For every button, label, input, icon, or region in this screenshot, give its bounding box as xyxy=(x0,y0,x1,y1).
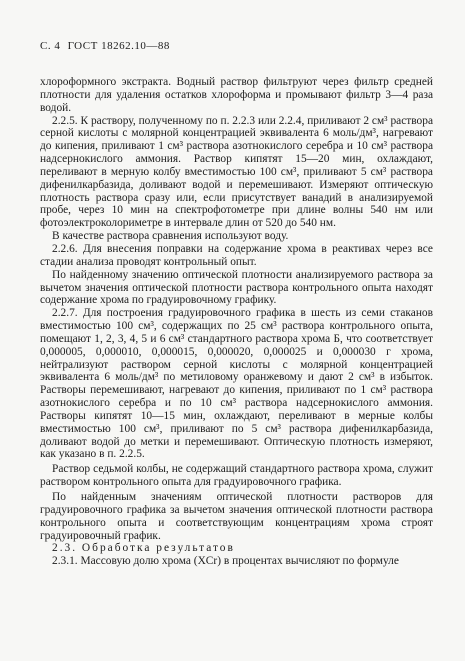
paragraph-seventh-flask: Раствор седьмой колбы, не содержащий стандартного раствора хрома, служит раствором контрольного опыта для градуировочного графика. xyxy=(40,463,433,489)
paragraph-2-3-1: 2.3.1. Массовую долю хрома (XCr) в процентах вычисляют по формуле xyxy=(52,555,399,568)
standard-number: ГОСТ 18262.10—88 xyxy=(67,40,170,52)
page-label: С. 4 xyxy=(40,40,61,52)
paragraph-2-2-6: 2.2.6. Для внесения поправки на содержание хрома в реактивах через все стадии анализа проводят контрольный опыт. xyxy=(40,242,433,268)
paragraph-calibration-graph: По найденным значениям оптической плотности растворов для градуировочного графика за вычетом значения оптической плотности раствора контрольного опыта и соответствующим концентрациям хрома строят градуировочный график. xyxy=(40,491,433,542)
paragraph-optical-density: По найденному значению оптической плотности анализируемого раствора за вычетом значения оптической плотности раствора контрольного опыта находят содержание хрома по градуировочному графику. xyxy=(40,268,433,307)
section-heading-2-3: 2.3. Обработка результатов xyxy=(52,542,235,555)
paragraph-2-2-5: 2.2.5. К раствору, полученному по п. 2.2.3 или 2.2.4, приливают 2 см³ раствора серной кислоты с молярной концентрацией эквивалента 6 моль/дм³, нагревают до кипения, приливают 1 см³ раствора азотнокислого серебра и 10 см³ раствора надсернокислого аммония. Раствор кипятят 15—20 мин, охлаждают, переливают в мерную колбу вместимостью 100 см³, приливают 5 см³ раствора дифенилкарбазида, доливают водой и перемешивают. Измеряют оптическую плотность раствора сразу или, если присутствует ванадий в анализируемой пробе, через 10 мин на спектрофотометре при длине волны 540 нм или фотоэлектроколориметре в интервале длин от 520 до 540 нм. xyxy=(40,114,433,230)
document-body xyxy=(40,76,433,568)
page-header xyxy=(40,40,174,52)
paragraph-continuation: хлороформного экстракта. Водный раствор фильтруют через фильтр средней плотности для удаления остатков хлороформа и промывают фильтр 3—4 раза водой. xyxy=(40,76,433,114)
paragraph-reference-solution: В качестве раствора сравнения используют воду. xyxy=(52,230,289,243)
paragraph-2-2-7: 2.2.7. Для построения градуировочного графика в шесть из семи стаканов вместимостью 100 см³, содержащих по 25 см³ раствора контрольного опыта, помещают 1, 2, 3, 4, 5 и 6 см³ стандартного раствора хрома Б, что соответствует 0,000005, 0,000010, 0,000015, 0,000020, 0,000025 и 0,000030 г хрома, нейтрализуют раствором серной кислоты с молярной концентрацией эквивалента 6 моль/дм³ по метиловому оранжевому и дают 2 см³ в избыток. Растворы перемешивают, нагревают до кипения, приливают по 1 см³ раствора азотнокислого серебра и по 10 см³ раствора надсернокислого аммония. Растворы кипятят 10—15 мин, охлаждают, переливают в мерные колбы вместимостью 100 см³, приливают по 5 см³ раствора дифенилкарбазида, доливают водой до метки и перемешивают. Оптическую плотность измеряют, как указано в п. 2.2.5. xyxy=(40,307,433,461)
